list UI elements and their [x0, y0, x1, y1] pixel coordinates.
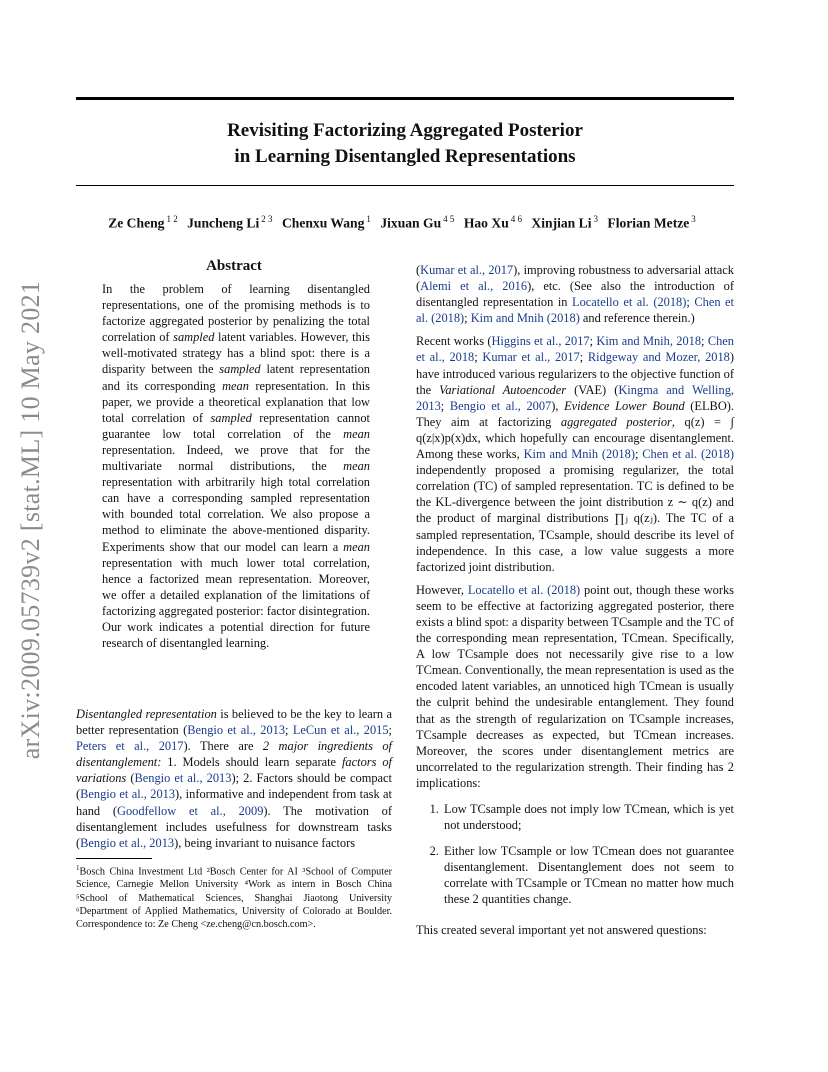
citation-link[interactable]: Higgins et al., 2017	[491, 334, 590, 349]
author-name: Florian Metze	[607, 215, 690, 231]
citation-link[interactable]: Kingma and Welling, 2013	[416, 382, 734, 413]
author-list	[76, 214, 734, 232]
paper-title	[76, 118, 734, 170]
citation-link[interactable]: LeCun et al., 2015	[292, 723, 389, 738]
citation-link[interactable]: Alemi et al., 2016	[420, 279, 528, 294]
affiliations-footnote	[76, 862, 392, 931]
citation-link[interactable]: Chen et al. (2018)	[416, 295, 734, 326]
citation-link[interactable]: Locatello et al. (2018)	[572, 295, 687, 310]
title-bottom-rule	[76, 185, 734, 186]
author-name: Chenxu Wang	[281, 215, 365, 231]
author-affiliation: 1 2	[166, 214, 178, 224]
citation-link[interactable]: Goodfellow et al., 2009	[117, 803, 264, 818]
author-affiliation: 3	[593, 214, 598, 224]
right-paragraph-2: Recent works (Higgins et al., 2017; Kim and Mnih, 2018; Chen et al., 2018; Kumar et al., 2017; Ridgeway and Mozer, 2018) have introduced various regularizers to the objective function of the Variational Autoencoder (VAE) (Kingma and Welling, 2013; Bengio et al., 2007), Evidence Lower Bound (ELBO). They aim at factorizing aggregated posterior, q(z) = ∫ q(z|x)p(x)dx, which hopefully can encourage disentanglement. Among these works, Kim and Mnih (2018); Chen et al. (2018) independently proposed a promising regularizer, the total correlation (TC) of sampled representation. TC is defined to be the KL-divergence between the joint distribution z ∼ q(z) and the product of marginal distributions ∏ⱼ q(zⱼ). The TC of a sampled representation, TCsample, should describe its level of independence. In this case, a low value suggests a more factorized joint distribution.	[416, 334, 734, 574]
citation-link[interactable]: Bengio et al., 2013	[187, 723, 286, 738]
author-affiliation: 4 6	[510, 214, 523, 224]
citation-link[interactable]: Bengio et al., 2013	[80, 835, 175, 850]
author-affiliation: 4 5	[443, 214, 455, 224]
introduction-paragraph: Disentangled representation is believed to be the key to learn a better representation (Bengio et al., 2013; LeCun et al., 2015; Peters et al., 2017). There are 2 major ingredients of disentanglement: 1. Models should learn separate factors of variations (Bengio et al., 2013); 2. Factors should be compact (Bengio et al., 2013), informative and independent from task at hand (Goodfellow et al., 2009). The motivation of disentanglement includes usefulness for downstream tasks (Bengio et al., 2013), being invariant to nuisance factors	[76, 707, 393, 850]
closing-sentence: This created several important yet not answered questions:	[416, 922, 707, 937]
right-paragraph-3: However, Locatello et al. (2018) point out, though these works seem to be effective at factorizing aggregated posterior, there exists a blind spot: a disparity between TCsample and the TC of the corresponding mean representation, TCmean. Specifically, A low TCsample does not necessarily give rise to a low TCmean. Conventionally, the mean representation is used as the encoded latent variables, an unnoticed high TCmean is usually the culprit behind the undesirable entanglement. They found that as the strength of regularization on TCsample increases, TCsample decreases as expected, but TCmean increases. Moreover, the scores under disentanglement metrics are uncorrelated to the regularization strength. Their finding has 2 implications:	[416, 582, 734, 790]
citation-link[interactable]: Chen et al., 2018	[416, 334, 734, 365]
citation-link[interactable]: Kumar et al., 2017	[420, 263, 514, 277]
citation-link[interactable]: Ridgeway and Mozer, 2018	[587, 350, 730, 365]
citation-link[interactable]: Kim and Mnih (2018)	[523, 447, 635, 462]
citation-link[interactable]: Kumar et al., 2017	[482, 350, 580, 365]
list-item: 1. Low TCsample does not imply low TCmean, which is yet not understood;	[442, 801, 734, 833]
citation-link[interactable]: Bengio et al., 2013	[134, 771, 232, 786]
citation-link[interactable]: Locatello et al. (2018)	[467, 582, 581, 597]
abstract-heading: Abstract	[206, 258, 262, 274]
footnote-text: Bosch China Investment Ltd ²Bosch Center for AI ³School of Computer Science, Carnegie Mellon University ⁴Work as intern in Bosch China ⁵School of Mathematical Sciences, Shanghai Jiaotong University ⁶Department of Applied Mathematics, University of Colorado at Boulder. Correspondence to: Ze Cheng <ze.cheng@cn.bosch.com>.	[76, 866, 392, 930]
author-affiliation: 2 3	[261, 214, 273, 224]
author-name: Jixuan Gu	[380, 215, 442, 231]
citation-link[interactable]: Kim and Mnih, 2018	[596, 334, 702, 349]
right-column	[416, 262, 734, 938]
author-name: Juncheng Li	[187, 215, 260, 231]
abstract-body: In the problem of learning disentangled representations, one of the promising methods is to factorize aggregated posterior by penalizing the total correlation of sampled latent variables. However, this well-motivated strategy has a blind spot: there is a disparity between the sampled latent representation and its corresponding mean representation. In this paper, we provide a theoretical explanation that low total correlation of sampled representation cannot guarantee low total correlation of the mean representation. Indeed, we prove that for the multivariate normal distributions, the mean representation with arbitrarily high total correlation can have a corresponding sampled representation with bounded total correlation. We also propose a method to eliminate the above-mentioned disparity. Experiments show that our model can learn a mean representation with much lower total correlation, hence a factorized mean representation. Moreover, we offer a detailed explanation of the limitations of factorizing aggregated posterior: factor disintegration. Our work indicates a potential direction for future research of disentangled learning.	[102, 282, 371, 651]
arxiv-identifier[interactable]: arXiv:2009.05739v2 [stat.ML] 10 May 2021	[16, 280, 45, 760]
footnote-rule	[76, 858, 152, 859]
author-affiliation: 3	[691, 214, 696, 224]
title-top-rule	[76, 97, 734, 100]
citation-link[interactable]: Chen et al. (2018)	[642, 447, 734, 462]
right-paragraph-1: (Kumar et al., 2017), improving robustness to adversarial attack (Alemi et al., 2016), etc. (See also the introduction of disentangled representation in Locatello et al. (2018); Chen et al. (2018); Kim and Mnih (2018) and reference therein.)	[416, 263, 735, 326]
author-name: Xinjian Li	[531, 215, 592, 231]
citation-link[interactable]: Bengio et al., 2013	[80, 787, 176, 802]
title-line-2: in Learning Disentangled Representations	[234, 146, 576, 167]
author-name: Hao Xu	[463, 215, 509, 231]
author-name: Ze Cheng	[108, 215, 165, 231]
list-item: 2. Either low TCsample or low TCmean does not guarantee disentanglement. Disentanglement does not seem to correlate with TCsample or TCmean no matter how much these 2 quantities change.	[442, 843, 734, 907]
citation-link[interactable]: Kim and Mnih (2018)	[470, 311, 580, 326]
citation-link[interactable]: Peters et al., 2017	[76, 739, 184, 754]
author-affiliation: 1	[366, 214, 371, 224]
citation-link[interactable]: Bengio et al., 2007	[449, 398, 552, 413]
implications-list	[416, 801, 734, 908]
title-line-1: Revisiting Factorizing Aggregated Posterior	[227, 120, 583, 141]
footnote-mark: 1	[76, 864, 80, 872]
left-column	[76, 258, 392, 651]
